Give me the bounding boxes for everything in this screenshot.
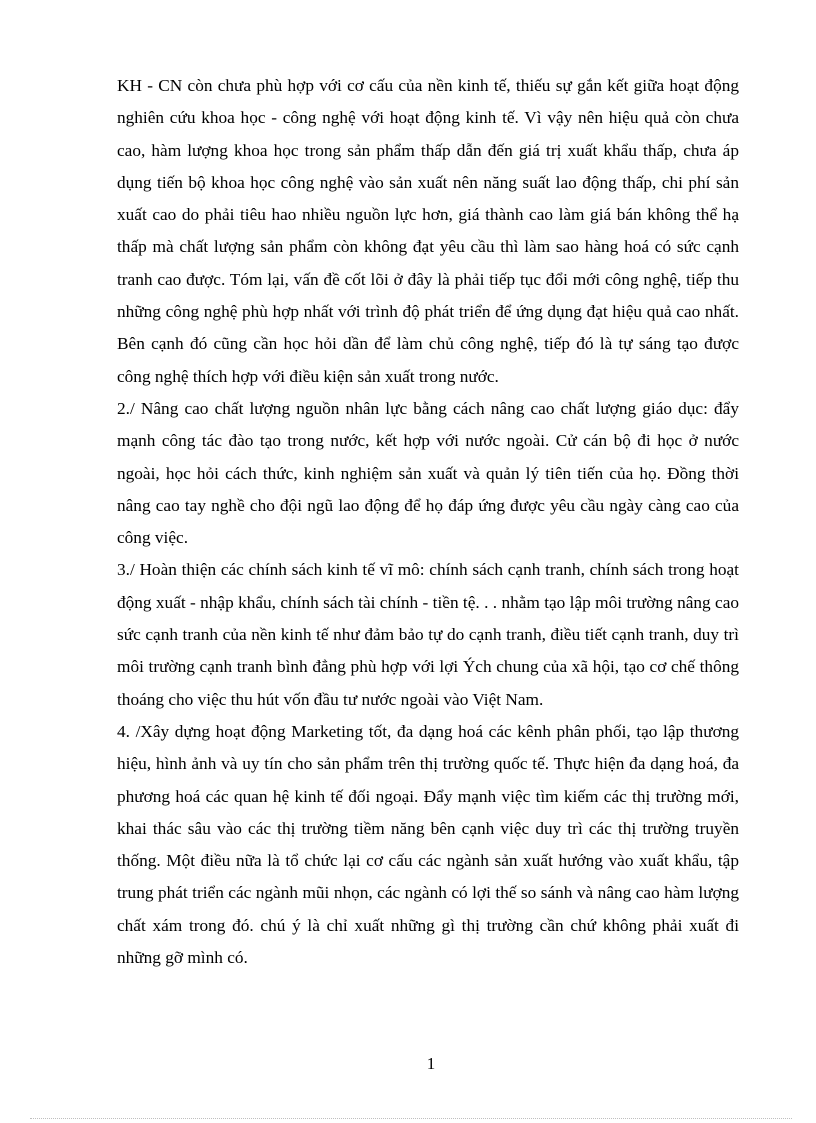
paragraph-item-3: 3./ Hoàn thiện các chính sách kinh tế vĩ mô: chính sách cạnh tranh, chính sách trong hoạt động xuất - nhập khẩu, chính sách tài chính - tiền tệ. . . nhằm tạo lập môi trường nâng cao sức cạnh tranh của nền kinh tế như đảm bảo tự do cạnh tranh, điều tiết cạnh tranh, duy trì môi trường cạnh tranh bình đẳng phù hợp với lợi Ých chung của xã hội, tạo cơ chế thông thoáng cho việc thu hút vốn đầu tư nước ngoài vào Việt Nam.: [117, 560, 739, 709]
paragraph-continuation: KH - CN còn chưa phù hợp với cơ cấu của nền kinh tế, thiếu sự gắn kết giữa hoạt động nghiên cứu khoa học - công nghệ với hoạt động kinh tế. Vì vậy nên hiệu quả còn chưa cao, hàm lượng khoa học trong sản phẩm thấp dẫn đến giá trị xuất khẩu thấp, chưa áp dụng tiến bộ khoa học công nghệ vào sản xuất nên năng suất lao động thấp, chi phí sản xuất cao do phải tiêu hao nhiều nguồn lực hơn, giá thành cao làm giá bán không thể hạ thấp mà chất lượng sản phẩm còn không đạt yêu cầu thì làm sao hàng hoá có sức cạnh tranh cao được. Tóm lại, vấn đề cốt lõi ở đây là phải tiếp tục đổi mới công nghệ, tiếp thu những công nghệ phù hợp nhất với trình độ phát triển để ứng dụng đạt hiệu quả cao nhất. Bên cạnh đó cũng cần học hỏi dần để làm chủ công nghệ, tiếp đó là tự sáng tạo được công nghệ thích hợp với điều kiện sản xuất trong nước.: [117, 76, 739, 386]
body-text: [117, 70, 739, 974]
paragraph-item-4: 4. /Xây dựng hoạt động Marketing tốt, đa dạng hoá các kênh phân phối, tạo lập thương hiệu, hình ảnh và uy tín cho sản phẩm trên thị trường quốc tế. Thực hiện đa dạng hoá, đa phương hoá các quan hệ kinh tế đối ngoại. Đẩy mạnh việc tìm kiếm các thị trường mới, khai thác sâu vào các thị trường tiềm năng bên cạnh việc duy trì các thị trường truyền thống. Một điều nữa là tổ chức lại cơ cấu các ngành sản xuất hướng vào xuất khẩu, tập trung phát triển các ngành mũi nhọn, các ngành có lợi thế so sánh và nâng cao hàm lượng chất xám trong đó. chú ý là chỉ xuất những gì thị trường cần chứ không phải xuất đi những gỡ mình có.: [117, 721, 739, 968]
page-number: 1: [426, 1054, 436, 1073]
paragraph-item-2: 2./ Nâng cao chất lượng nguồn nhân lực bằng cách nâng cao chất lượng giáo dục: đẩy mạnh công tác đào tạo trong nước, kết hợp với nước ngoài. Cử cán bộ đi học ở nước ngoài, học hỏi cách thức, kinh nghiệm sản xuất và quản lý tiên tiến của họ. Đồng thời nâng cao tay nghề cho đội ngũ lao động để họ đáp ứng được yêu cầu ngày càng cao của công việc.: [117, 398, 739, 548]
page-bottom-divider: [30, 1118, 792, 1119]
